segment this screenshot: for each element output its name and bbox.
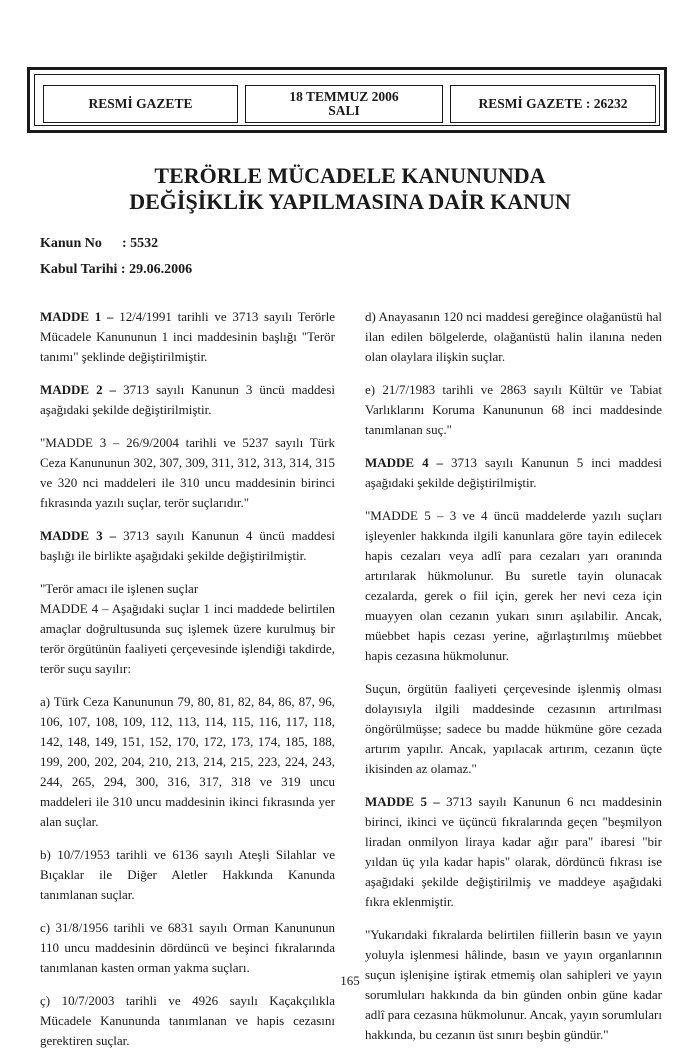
article-heading: MADDE 5 –: [365, 794, 440, 809]
date-line: 18 TEMMUZ 2006: [289, 89, 399, 104]
clause-c: c) 31/8/1956 tarihli ve 6831 sayılı Orman Kanununun 110 uncu maddesinin dördüncü ve beşinci fıkralarında tanımlanan kasten orman yakma suçları.: [40, 920, 335, 975]
title-line-2: DEĞİŞİKLİK YAPILMASINA DAİR KANUN: [129, 189, 571, 214]
day-line: SALI: [328, 103, 360, 118]
law-number-value: : 5532: [122, 236, 159, 251]
article-6-clause: "Yukarıdaki fıkralarda belirtilen fiillerin basın ve yayın yoluyla işlenmesi hâlinde, basın ve yayın organlarının suçun işlenişine iştirak etmemiş olan sahipleri ve yayın sorumluları hakkında da bin günden onbin güne kadar adlî para cezasına hükmolunur. Ancak, yayın sorumluları hakkında, bu cezanın üst sınırı beşbin gündür.": [365, 927, 662, 1042]
article-3-text: "MADDE 3 – 26/9/2004 tarihli ve 5237 sayılı Türk Ceza Kanununun 302, 307, 309, 311, 312, 313, 314, 315 ve 320 nci maddeleri ile 310 uncu maddesinin birinci fıkrasında yazılı suçlar, terör suçlarıdır.": [40, 435, 335, 510]
article-4-text: MADDE 4 – Aşağıdaki suçlar 1 inci maddede belirtilen amaçlar doğrultusunda suç işlemek üzere kurulmuş bir terör örgütünün faaliyeti çerçevesinde işlendiği takdirde, terör suçu sayılır:: [40, 601, 335, 676]
article-heading: MADDE 2 –: [40, 382, 117, 397]
article-text: 3713 sayılı Kanunun 5 inci maddesi aşağıdaki şekilde değiştirilmiştir.: [365, 455, 662, 490]
clause-d: d) Anayasanın 120 nci maddesi gereğince olağanüstü hal ilan edilen bölgelerde, olağanüstü halin ilanına neden olan olaylara ilişkin suçlar.: [365, 309, 662, 364]
date-box: [245, 85, 443, 123]
clause-cc: ç) 10/7/2003 tarihli ve 4926 sayılı Kaçakçılıkla Mücadele Kanununda tanımlanan ve hapis cezasını gerektiren suçlar.: [40, 993, 335, 1048]
gazette-name-box: [43, 85, 238, 123]
gazette-name: RESMİ GAZETE: [88, 96, 193, 111]
article-3-amend: [40, 526, 335, 566]
article-2: [40, 380, 335, 420]
header-inner-border: [34, 74, 660, 126]
article-5-second: Suçun, örgütün faaliyeti çerçevesinde işlenmiş olması dolayısıyla ilgili maddesinde cezasının artırılması öngörülmüşse; sadece bu madde hükmüne göre cezada artırım yapılır. Ancak, yapılacak artırım, cezanın üçte ikisinden az olamaz.": [365, 681, 662, 776]
header-frame: [27, 67, 667, 133]
article-5-amend: [365, 792, 662, 912]
right-column: [365, 307, 662, 1058]
article-4-amend: [365, 453, 662, 493]
law-number-label: Kanun No: [40, 236, 102, 251]
issue-number: RESMİ GAZETE : 26232: [478, 96, 628, 111]
clause-b: b) 10/7/1953 tarihli ve 6136 sayılı Ateşli Silahlar ve Bıçaklar ile Diğer Aletler Hakkında Kanunda tanımlanan suçlar.: [40, 847, 335, 902]
article-1: [40, 307, 335, 367]
issue-box: [450, 85, 656, 123]
article-text: 3713 sayılı Kanunun 4 üncü maddesi başlığı ile birlikte aşağıdaki şekilde değiştirilmiştir.: [40, 528, 336, 563]
acceptance-date: Kabul Tarihi : 29.06.2006: [40, 262, 193, 277]
page-number: 165: [340, 973, 360, 988]
article-heading: MADDE 1 –: [40, 309, 114, 324]
article-5-text: "MADDE 5 – 3 ve 4 üncü maddelerde yazılı suçları işleyenler hakkında ilgili kanunlara göre tayin edilecek hapis cezaları veya adlî para cezaları yarı oranında artırılarak hükmolunur. Bu suretle tayin olunacak cezalarda, gerek o fiil için, gerek her nevi ceza için muayyen olan cezanın yukarı sınırı aşılabilir. Ancak, müebbet hapis cezası yerine, ağırlaştırılmış müebbet hapis cezasına hükmolunur.: [365, 508, 662, 663]
article-heading: MADDE 4 –: [365, 455, 444, 470]
law-title: [0, 163, 700, 215]
article-text: 12/4/1991 tarihli ve 3713 sayılı Terörle Mücadele Kanununun 1 inci maddesinin başlığı "Terör tanımı" şeklinde değiştirilmiştir.: [40, 309, 335, 364]
title-line-1: TERÖRLE MÜCADELE KANUNUNDA: [154, 163, 546, 188]
article-text: 3713 sayılı Kanunun 3 üncü maddesi aşağıdaki şekilde değiştirilmiştir.: [40, 382, 336, 417]
clause-e: e) 21/7/1983 tarihli ve 2863 sayılı Kültür ve Tabiat Varlıklarını Koruma Kanununun 68 inci maddesinde tanımlanan suç.": [365, 382, 662, 437]
article-heading: MADDE 3 –: [40, 528, 117, 543]
law-number-row: [40, 236, 158, 252]
article-text: 3713 sayılı Kanunun 6 ncı maddesinin birinci, ikinci ve üçüncü fıkralarında geçen "beşmilyon liradan onmilyon liraya kadar ağır para" ibaresi "bir yıldan üç yıla kadar hapis" olarak, dördüncü fıkrası ise aşağıdaki şekilde değiştirilmiş ve maddeye aşağıdaki fıkra eklenmiştir.: [365, 794, 662, 909]
left-column: [40, 307, 335, 1064]
clause-a: a) Türk Ceza Kanununun 79, 80, 81, 82, 84, 86, 87, 96, 106, 107, 108, 109, 112, 113, 114, 115, 116, 117, 118, 142, 148, 149, 151, 152, 170, 172, 173, 174, 185, 188, 199, 200, 202, 204, 210, 213, 214, 215, 223, 224, 243, 244, 265, 294, 300, 316, 317, 318 ve 319 uncu maddeleri ile 310 uncu maddesinin ikinci fıkrasında yer alan suçlar.: [40, 694, 335, 829]
article-4-heading: "Terör amacı ile işlenen suçlar: [40, 581, 199, 596]
